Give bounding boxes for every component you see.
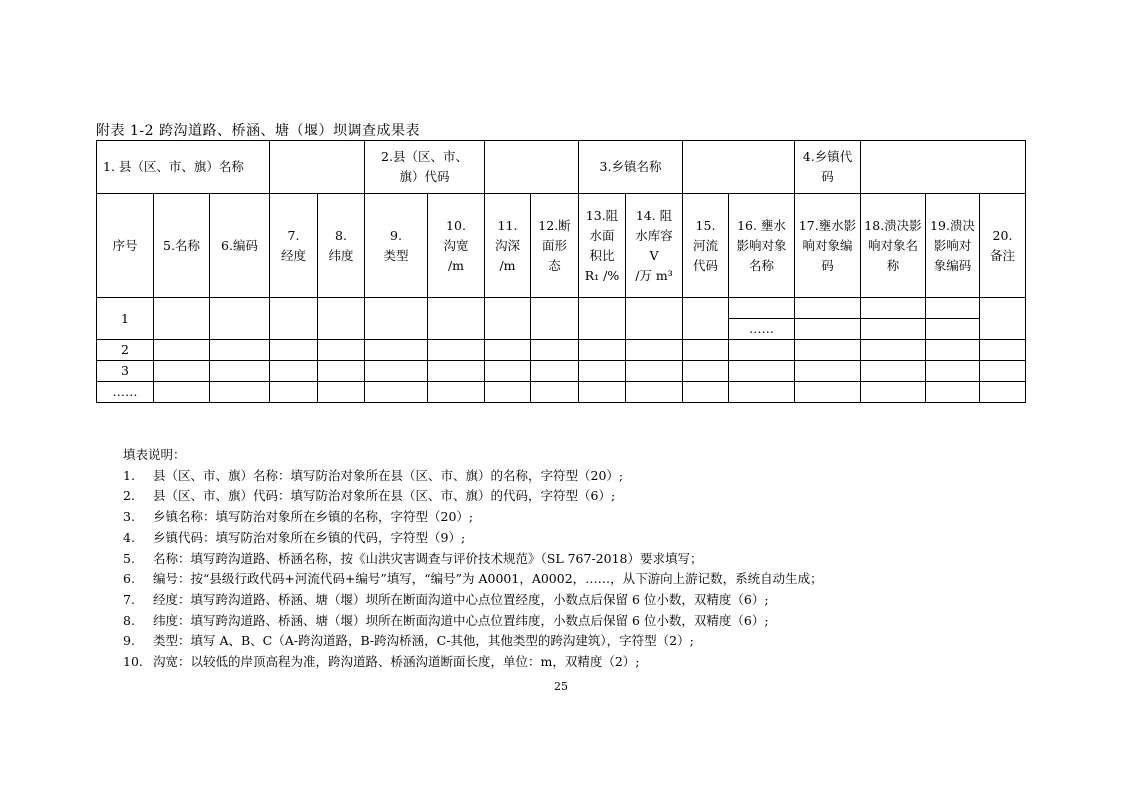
column-header-row bbox=[97, 194, 1026, 298]
row-index: …… bbox=[97, 382, 154, 403]
county-code-value[interactable] bbox=[485, 141, 579, 194]
table-cell[interactable] bbox=[683, 340, 729, 361]
col-header-11: 15. 河流 代码 bbox=[683, 194, 729, 298]
table-cell[interactable] bbox=[428, 382, 485, 403]
table-cell[interactable] bbox=[154, 340, 210, 361]
page-number: 25 bbox=[554, 680, 568, 693]
col-header-6: 10. 沟宽 /m bbox=[428, 194, 485, 298]
note-item: 8. 纬度：填写跨沟道路、桥涵、塘（堰）坝所在断面沟道中心点位置纬度，小数点后保留 6 位小数，双精度（6）; bbox=[123, 612, 769, 628]
col-header-1: 5.名称 bbox=[154, 194, 210, 298]
table-cell[interactable] bbox=[579, 382, 626, 403]
town-code-label-line2: 码 bbox=[821, 169, 834, 184]
table-cell[interactable] bbox=[626, 382, 683, 403]
table-cell[interactable] bbox=[926, 382, 980, 403]
table-cell[interactable] bbox=[729, 298, 795, 319]
table-cell[interactable] bbox=[861, 298, 926, 319]
table-cell[interactable] bbox=[861, 382, 926, 403]
table-cell[interactable] bbox=[365, 382, 428, 403]
table-cell[interactable] bbox=[210, 340, 270, 361]
town-code-label bbox=[795, 141, 861, 194]
table-cell[interactable] bbox=[926, 340, 980, 361]
row-index: 1 bbox=[97, 298, 154, 340]
county-name-label: 1. 县（区、市、旗）名称 bbox=[97, 141, 270, 194]
table-cell[interactable] bbox=[926, 361, 980, 382]
table-cell[interactable] bbox=[428, 298, 485, 340]
table-cell[interactable] bbox=[795, 319, 861, 340]
town-code-value[interactable] bbox=[861, 141, 1026, 194]
table-cell[interactable] bbox=[270, 382, 318, 403]
col-header-13: 17.壅水影 响对象编 码 bbox=[795, 194, 861, 298]
table-cell[interactable] bbox=[531, 382, 579, 403]
col-header-12: 16. 壅水 影响对象 名称 bbox=[729, 194, 795, 298]
table-cell[interactable] bbox=[626, 361, 683, 382]
table-cell[interactable] bbox=[485, 298, 531, 340]
table-cell[interactable] bbox=[861, 361, 926, 382]
town-code-label-line1: 4.乡镇代 bbox=[802, 149, 853, 164]
table-row bbox=[97, 361, 1026, 382]
note-item: 3. 乡镇名称：填写防治对象所在乡镇的名称，字符型（20）; bbox=[123, 509, 474, 525]
col-header-15: 19.溃决 影响对 象编码 bbox=[926, 194, 980, 298]
survey-table bbox=[96, 140, 1026, 403]
table-cell[interactable] bbox=[485, 340, 531, 361]
table-cell[interactable] bbox=[270, 361, 318, 382]
col-header-4: 8. 纬度 bbox=[318, 194, 365, 298]
table-cell[interactable] bbox=[210, 382, 270, 403]
row-index: 3 bbox=[97, 361, 154, 382]
table-cell[interactable] bbox=[531, 340, 579, 361]
col-header-9: 13.阻 水面 积比 R₁ /% bbox=[579, 194, 626, 298]
table-cell[interactable] bbox=[626, 298, 683, 340]
county-name-value[interactable] bbox=[270, 141, 365, 194]
table-title: 附表 1-2 跨沟道路、桥涵、塘（堰）坝调查成果表 bbox=[96, 123, 420, 139]
col-header-8: 12.断 面形 态 bbox=[531, 194, 579, 298]
table-cell[interactable] bbox=[365, 361, 428, 382]
table-cell[interactable] bbox=[485, 382, 531, 403]
table-cell[interactable] bbox=[365, 298, 428, 340]
note-item: 10. 沟宽：以较低的岸顶高程为准，跨沟道路、桥涵沟道断面长度，单位：m，双精度（2）; bbox=[123, 654, 640, 670]
table-cell[interactable] bbox=[210, 298, 270, 340]
table-cell[interactable] bbox=[683, 361, 729, 382]
table-cell[interactable] bbox=[926, 298, 980, 319]
table-cell[interactable] bbox=[318, 361, 365, 382]
table-cell[interactable] bbox=[210, 361, 270, 382]
col-header-16: 20. 备注 bbox=[980, 194, 1026, 298]
table-cell[interactable] bbox=[729, 361, 795, 382]
table-cell[interactable] bbox=[980, 361, 1026, 382]
table-cell[interactable] bbox=[795, 340, 861, 361]
table-cell[interactable] bbox=[861, 319, 926, 340]
table-cell[interactable] bbox=[729, 340, 795, 361]
table-cell[interactable] bbox=[154, 382, 210, 403]
table-cell[interactable] bbox=[270, 340, 318, 361]
table-row bbox=[97, 382, 1026, 403]
table-cell[interactable] bbox=[270, 298, 318, 340]
notes-heading: 填表说明： bbox=[123, 447, 186, 462]
table-cell[interactable] bbox=[579, 361, 626, 382]
col-header-0: 序号 bbox=[97, 194, 154, 298]
note-item: 5. 名称：填写跨沟道路、桥涵名称，按《山洪灾害调查与评价技术规范》（SL 767-2018）要求填写； bbox=[123, 550, 703, 566]
town-name-label: 3.乡镇名称 bbox=[579, 141, 683, 194]
table-cell[interactable] bbox=[531, 361, 579, 382]
table-cell[interactable] bbox=[795, 382, 861, 403]
table-cell[interactable] bbox=[795, 298, 861, 319]
table-cell[interactable] bbox=[485, 361, 531, 382]
table-cell[interactable] bbox=[729, 382, 795, 403]
county-code-label-line2: 旗）代码 bbox=[399, 169, 450, 184]
table-cell[interactable] bbox=[980, 382, 1026, 403]
note-item: 9. 类型：填写 A、B、C（A-跨沟道路，B-跨沟桥涵，C-其他，其他类型的跨沟建筑），字符型（2）; bbox=[123, 633, 694, 649]
table-cell[interactable] bbox=[795, 361, 861, 382]
table-cell[interactable] bbox=[428, 361, 485, 382]
header-row-admin bbox=[97, 141, 1026, 194]
table-cell[interactable] bbox=[318, 340, 365, 361]
table-cell[interactable] bbox=[683, 382, 729, 403]
col-header-5: 9. 类型 bbox=[365, 194, 428, 298]
row-index: 2 bbox=[97, 340, 154, 361]
table-cell[interactable] bbox=[683, 298, 729, 340]
table-cell[interactable] bbox=[428, 340, 485, 361]
note-item: 2. 县（区、市、旗）代码：填写防治对象所在县（区、市、旗）的代码，字符型（6）; bbox=[123, 488, 616, 504]
table-cell[interactable] bbox=[980, 298, 1026, 340]
table-cell[interactable] bbox=[980, 340, 1026, 361]
table-cell[interactable] bbox=[861, 340, 926, 361]
town-name-value[interactable] bbox=[683, 141, 795, 194]
continuation-dots: …… bbox=[729, 319, 795, 340]
table-cell[interactable] bbox=[579, 298, 626, 340]
table-cell[interactable] bbox=[318, 382, 365, 403]
table-row bbox=[97, 298, 1026, 319]
table-cell[interactable] bbox=[318, 298, 365, 340]
table-cell[interactable] bbox=[365, 340, 428, 361]
county-code-label bbox=[365, 141, 485, 194]
col-header-7: 11. 沟深 /m bbox=[485, 194, 531, 298]
county-code-label-line1: 2.县（区、市、 bbox=[381, 149, 468, 164]
table-cell[interactable] bbox=[154, 298, 210, 340]
table-cell[interactable] bbox=[626, 340, 683, 361]
col-header-2: 6.编码 bbox=[210, 194, 270, 298]
note-item: 6. 编号：按“县级行政代码+河流代码+编号”填写，“编号”为 A0001，A0002，……，从下游向上游记数，系统自动生成； bbox=[123, 571, 823, 587]
table-cell[interactable] bbox=[579, 340, 626, 361]
note-item: 1. 县（区、市、旗）名称：填写防治对象所在县（区、市、旗）的名称，字符型（20）; bbox=[123, 467, 624, 483]
col-header-14: 18.溃决影 响对象名 称 bbox=[861, 194, 926, 298]
note-item: 4. 乡镇代码：填写防治对象所在乡镇的代码，字符型（9）; bbox=[123, 529, 466, 545]
table-row bbox=[97, 340, 1026, 361]
col-header-10: 14. 阻 水库容 V /万 m³ bbox=[626, 194, 683, 298]
notes-section bbox=[123, 445, 823, 673]
col-header-3: 7. 经度 bbox=[270, 194, 318, 298]
table-cell[interactable] bbox=[154, 361, 210, 382]
table-cell[interactable] bbox=[926, 319, 980, 340]
table-cell[interactable] bbox=[531, 298, 579, 340]
note-item: 7. 经度：填写跨沟道路、桥涵、塘（堰）坝所在断面沟道中心点位置经度，小数点后保留 6 位小数，双精度（6）; bbox=[123, 591, 769, 607]
